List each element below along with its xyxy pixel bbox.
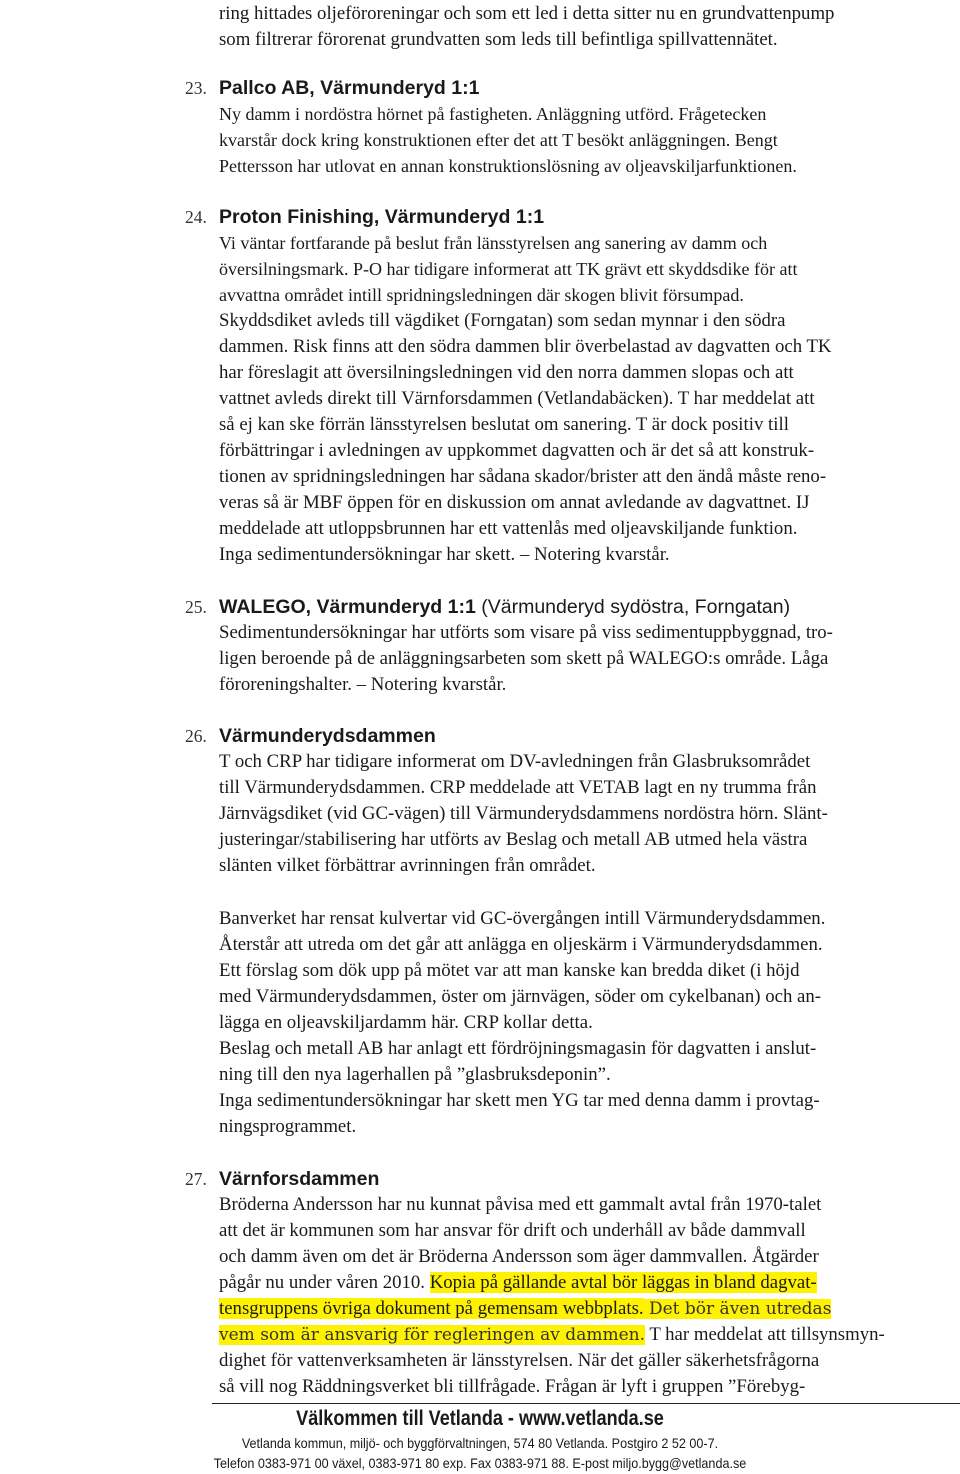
item-title: Pallco AB, Värmunderyd 1:1 <box>219 77 480 99</box>
item-heading <box>219 723 436 749</box>
item-line: och damm även om det är Bröderna Andersson som äger dammvallen. Åtgärder <box>219 1246 819 1267</box>
item-line: avvattna området intill spridningsledningen där skogen blivit försumpad. <box>219 285 744 305</box>
item-line: Återstår att utreda om det går att anlägga en oljeskärm i Värmunderydsdammen. <box>219 934 823 955</box>
item-line: slänten vilket förbättrar avrinningen från området. <box>219 855 596 876</box>
intro-line: som filtrerar förorenat grundvatten som leds till befintliga spillvattennätet. <box>219 29 778 50</box>
highlighted-text: tensgruppens övriga dokument på gemensam webbplats. <box>219 1298 644 1319</box>
item-line: förbättringar i avledningen av uppkommet dagvatten och är det så att konstruk- <box>219 440 815 461</box>
item-line: dighet för vattenverksamheten är länsstyrelsen. När det gäller säkerhetsfrågorna <box>219 1350 820 1371</box>
item-heading <box>219 594 790 620</box>
item-line <box>219 1296 831 1322</box>
item-line: Pettersson har utlovat en annan konstruktionslösning av oljeavskiljarfunktionen. <box>219 156 797 176</box>
item-text: T har meddelat att tillsynsmyn- <box>644 1324 885 1345</box>
item-title: Proton Finishing, Värmunderyd 1:1 <box>219 206 545 228</box>
item-line: ligen beroende på de anläggningsarbeten som skett på WALEGO:s område. Låga <box>219 648 829 669</box>
item-line: Bröderna Andersson har nu kunnat påvisa med ett gammalt avtal från 1970-talet <box>219 1194 822 1215</box>
item-title: Värnforsdammen <box>219 1168 380 1190</box>
item-line: Ett förslag som dök upp på mötet var att man kanske kan bredda diket (i höjd <box>219 960 800 981</box>
item-line: att det är kommunen som har ansvar för drift och underhåll av både dammvall <box>219 1220 806 1241</box>
item-title: Värmunderydsdammen <box>219 725 436 747</box>
item-line: veras så är MBF öppen för en diskussion om annat avledande av dagvattnet. IJ <box>219 492 810 513</box>
item-line: Inga sedimentundersökningar har skett men YG tar med denna damm i provtag- <box>219 1090 820 1111</box>
intro-line: ring hittades oljeföroreningar och som ett led i detta sitter nu en grundvattenpump <box>219 3 835 24</box>
item-line: föroreningshalter. – Notering kvarstår. <box>219 674 507 695</box>
item-line: T och CRP har tidigare informerat om DV-avledningen från Glasbruksområdet <box>219 751 811 772</box>
item-line: Beslag och metall AB har anlagt ett fördröjningsmagasin för dagvatten i anslut- <box>219 1038 817 1059</box>
item-line: har föreslagit att översilningsledningen vid den norra dammen slopas och att <box>219 362 794 383</box>
item-title: WALEGO, Värmunderyd 1:1 <box>219 596 476 618</box>
footer-address: Vetlanda kommun, miljö- och byggförvaltningen, 574 80 Vetlanda. Postgiro 2 52 00-7. <box>241 1435 719 1451</box>
item-number: 26. <box>185 726 207 746</box>
footer-divider <box>212 1403 960 1404</box>
item-line: så vill nog Räddningsverket bli tillfrågade. Frågan är lyft i gruppen ”Förebyg- <box>219 1376 806 1397</box>
item-number: 25. <box>185 597 207 617</box>
highlighted-text: vem som är ansvarig för regleringen av dammen. <box>219 1325 645 1345</box>
item-line: Ny damm i nordöstra hörnet på fastigheten. Anläggning utförd. Frågetecken <box>219 104 767 124</box>
item-line: så ej kan ske förrän länsstyrelsen beslutat om sanering. T är dock positiv till <box>219 414 789 435</box>
item-heading <box>219 1166 379 1192</box>
item-line: Banverket har rensat kulvertar vid GC-övergången intill Värmunderydsdammen. <box>219 908 826 929</box>
item-line: lägga en oljeavskiljardamm här. CRP kollar detta. <box>219 1012 593 1033</box>
footer-contact: Telefon 0383-971 00 växel, 0383-971 80 exp. Fax 0383-971 88. E-post miljo.bygg@vetlanda.se <box>213 1455 747 1471</box>
item-line: Skyddsdiket avleds till vägdiket (Forngatan) som sedan mynnar i den södra <box>219 310 786 331</box>
item-line: meddelade att utloppsbrunnen har ett vattenlås med oljeavskiljande funktion. <box>219 518 798 539</box>
item-line: Vi väntar fortfarande på beslut från länsstyrelsen ang sanering av damm och <box>219 233 768 253</box>
item-line: till Värmunderydsdammen. CRP meddelade att VETAB lagt en ny trumma från <box>219 777 817 798</box>
item-line: Järnvägsdiket (vid GC-vägen) till Värmunderydsdammens nordöstra hörn. Slänt- <box>219 803 828 824</box>
item-line <box>219 1270 817 1296</box>
item-line: justeringar/stabilisering har utförts av Beslag och metall AB utmed hela västra <box>219 829 808 850</box>
item-number: 27. <box>185 1169 207 1189</box>
highlighted-text: Kopia på gällande avtal bör läggas in bland dagvat- <box>429 1272 817 1293</box>
item-title-suffix: (Värmunderyd sydöstra, Forngatan) <box>475 596 791 618</box>
item-line: översilningsmark. P-O har tidigare informerat att TK grävt ett skyddsdike för att <box>219 259 798 279</box>
item-line: tionen av spridningsledningen har sådana skador/brister att den ändå måste reno- <box>219 466 827 487</box>
item-line: Sedimentundersökningar har utförts som visare på viss sedimentuppbyggnad, tro- <box>219 622 833 643</box>
item-line: vattnet avleds direkt till Värnforsdammen (Vetlandabäcken). T har meddelat att <box>219 388 815 409</box>
item-number: 23. <box>185 78 207 98</box>
item-line: ningsprogrammet. <box>219 1116 357 1137</box>
item-number: 24. <box>185 207 207 227</box>
item-heading <box>219 204 544 230</box>
item-line: Inga sedimentundersökningar har skett. – Notering kvarstår. <box>219 544 670 565</box>
item-line: med Värmunderydsdammen, öster om järnvägen, söder om cykelbanan) och an- <box>219 986 822 1007</box>
item-line: ning till den nya lagerhallen på ”glasbruksdeponin”. <box>219 1064 611 1085</box>
footer-title: Välkommen till Vetlanda - www.vetlanda.se <box>296 1407 664 1430</box>
item-line: dammen. Risk finns att den södra dammen blir överbelastad av dagvatten och TK <box>219 336 832 357</box>
highlighted-text: Det bör även utredas <box>643 1299 832 1319</box>
item-line <box>219 1322 885 1348</box>
item-text: pågår nu under våren 2010. <box>219 1272 430 1293</box>
item-line: kvarstår dock kring konstruktionen efter det att T besökt anläggningen. Bengt <box>219 130 778 150</box>
item-heading <box>219 75 479 101</box>
